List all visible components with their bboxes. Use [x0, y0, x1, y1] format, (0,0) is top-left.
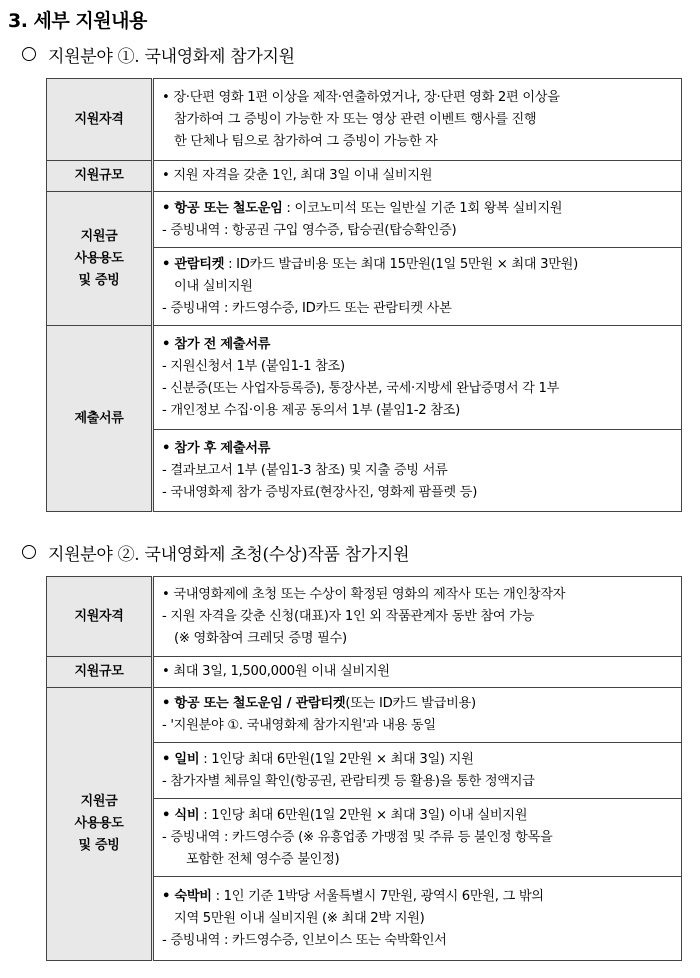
- usage-item-sub: 포함한 전체 영수증 불인정): [186, 851, 340, 867]
- scale-content: [153, 657, 682, 688]
- docs-item: - 개인정보 수집·이용 제공 동의서 1부 (붙임1-2 참조): [162, 402, 460, 418]
- section1-table: [46, 78, 682, 512]
- usage-item-cont: 이내 실비지원: [174, 278, 253, 294]
- qualification-line: 한 단체나 팀으로 참가하여 그 증빙이 가능한 자: [174, 133, 438, 149]
- circle-bullet-icon: [22, 545, 36, 559]
- usage-item-sub: - '지원분야 ①. 국내영화제 참가지원'과 내용 동일: [162, 718, 436, 733]
- usage-block: [153, 743, 682, 799]
- usage-item-text: : 1인당 최대 6만원(1일 2만원 × 최대 3일) 지원: [199, 751, 474, 767]
- scale-text: • 지원 자격을 갖춘 1인, 최대 3일 이내 실비지원: [162, 168, 433, 183]
- usage-label-line: 지원금: [80, 228, 118, 244]
- usage-label-line: 및 증빙: [78, 272, 120, 288]
- scale-text: • 최대 3일, 1,500,000원 이내 실비지원: [162, 664, 390, 679]
- scale-label: 지원규모: [47, 657, 153, 688]
- usage-item-cont: 지역 5만원 이내 실비지원 (※ 최대 2박 지원): [174, 910, 425, 926]
- usage-item-text: : ID카드 발급비용 또는 최대 15만원(1일 5만원 × 최대 3만원): [224, 256, 578, 272]
- qualification-line: - 지원 자격을 갖춘 신청(대표)자 1인 외 작품관계자 동반 참여 가능: [162, 608, 535, 624]
- qualification-content: [153, 577, 682, 657]
- usage-item-title: • 관람티켓: [162, 256, 225, 272]
- section2-title-text: 지원분야 ②. 국내영화제 초청(수상)작품 참가지원: [48, 545, 410, 565]
- usage-item-title: • 일비: [162, 751, 200, 767]
- usage-item-sub: - 참가자별 체류일 확인(항공권, 관람티켓 등 활용)을 통한 정액지급: [162, 773, 535, 789]
- usage-label: [47, 192, 153, 326]
- qualification-content: [153, 79, 682, 161]
- usage-item-title: • 숙박비: [162, 888, 212, 904]
- usage-item-text: : 이코노미석 또는 일반실 기준 1회 왕복 실비지원: [282, 200, 563, 216]
- usage-item-title: • 항공 또는 철도운임 / 관람티켓: [162, 696, 346, 711]
- usage-label: [47, 688, 153, 961]
- usage-item-sub: - 증빙내역 : 카드영수증, 인보이스 또는 숙박확인서: [162, 932, 447, 948]
- docs-item: - 결과보고서 1부 (붙임1-3 참조) 및 지출 증빙 서류: [162, 462, 448, 478]
- section2-table: [46, 576, 682, 961]
- qualification-label: 지원자격: [47, 79, 153, 161]
- docs-item: - 신분증(또는 사업자등록증), 통장사본, 국세·지방세 완납증명서 각 1부: [162, 380, 560, 396]
- section2-title: [22, 540, 409, 565]
- docs-after-title: • 참가 후 제출서류: [162, 440, 271, 456]
- usage-block: [153, 248, 682, 326]
- scale-content: [153, 161, 682, 192]
- qualification-line: 참가하여 그 증빙이 가능한 자 또는 영상 관련 이벤트 행사를 진행: [174, 111, 537, 127]
- docs-item: - 국내영화제 참가 증빙자료(현장사진, 영화제 팜플렛 등): [162, 484, 478, 500]
- docs-item: - 지원신청서 1부 (붙임1-1 참조): [162, 358, 345, 374]
- usage-block: [153, 192, 682, 248]
- section-heading: 3. 세부 지원내용: [8, 10, 147, 32]
- docs-label: 제출서류: [47, 326, 153, 512]
- usage-block: [153, 799, 682, 877]
- qualification-line: • 장·단편 영화 1편 이상을 제작·연출하였거나, 장·단편 영화 2편 이상을: [162, 89, 560, 105]
- usage-label-line: 사용용도: [74, 250, 124, 266]
- usage-item-sub: - 증빙내역 : 카드영수증, ID카드 또는 관람티켓 사본: [162, 300, 452, 316]
- usage-label-line: 및 증빙: [78, 838, 120, 853]
- usage-block: [153, 688, 682, 743]
- usage-item-text: (또는 ID카드 발급비용): [345, 696, 476, 711]
- circle-bullet-icon: [22, 47, 36, 61]
- usage-label-line: 지원금: [80, 794, 118, 809]
- section1-title: [22, 42, 295, 67]
- docs-before-block: [153, 326, 682, 430]
- usage-item-sub: - 증빙내역 : 카드영수증 (※ 유흥업종 가맹점 및 주류 등 불인정 항목을: [162, 829, 553, 845]
- usage-item-title: • 식비: [162, 807, 200, 823]
- usage-item-title: • 항공 또는 철도운임: [162, 200, 283, 216]
- usage-label-line: 사용용도: [74, 816, 124, 831]
- docs-before-title: • 참가 전 제출서류: [162, 336, 271, 352]
- qualification-line: (※ 영화참여 크레딧 증명 필수): [174, 630, 347, 646]
- usage-block: [153, 877, 682, 961]
- section1-title-text: 지원분야 ①. 국내영화제 참가지원: [48, 47, 295, 67]
- usage-item-text: : 1인 기준 1박당 서울특별시 7만원, 광역시 6만원, 그 밖의: [211, 888, 544, 904]
- qualification-line: • 국내영화제에 초청 또는 수상이 확정된 영화의 제작사 또는 개인창작자: [162, 586, 566, 602]
- qualification-label: 지원자격: [47, 577, 153, 657]
- usage-item-sub: - 증빙내역 : 항공권 구입 영수증, 탑승권(탑승확인증): [162, 222, 457, 238]
- usage-item-text: : 1인당 최대 6만원(1일 2만원 × 최대 3일) 이내 실비지원: [199, 807, 528, 823]
- docs-after-block: [153, 430, 682, 512]
- scale-label: 지원규모: [47, 161, 153, 192]
